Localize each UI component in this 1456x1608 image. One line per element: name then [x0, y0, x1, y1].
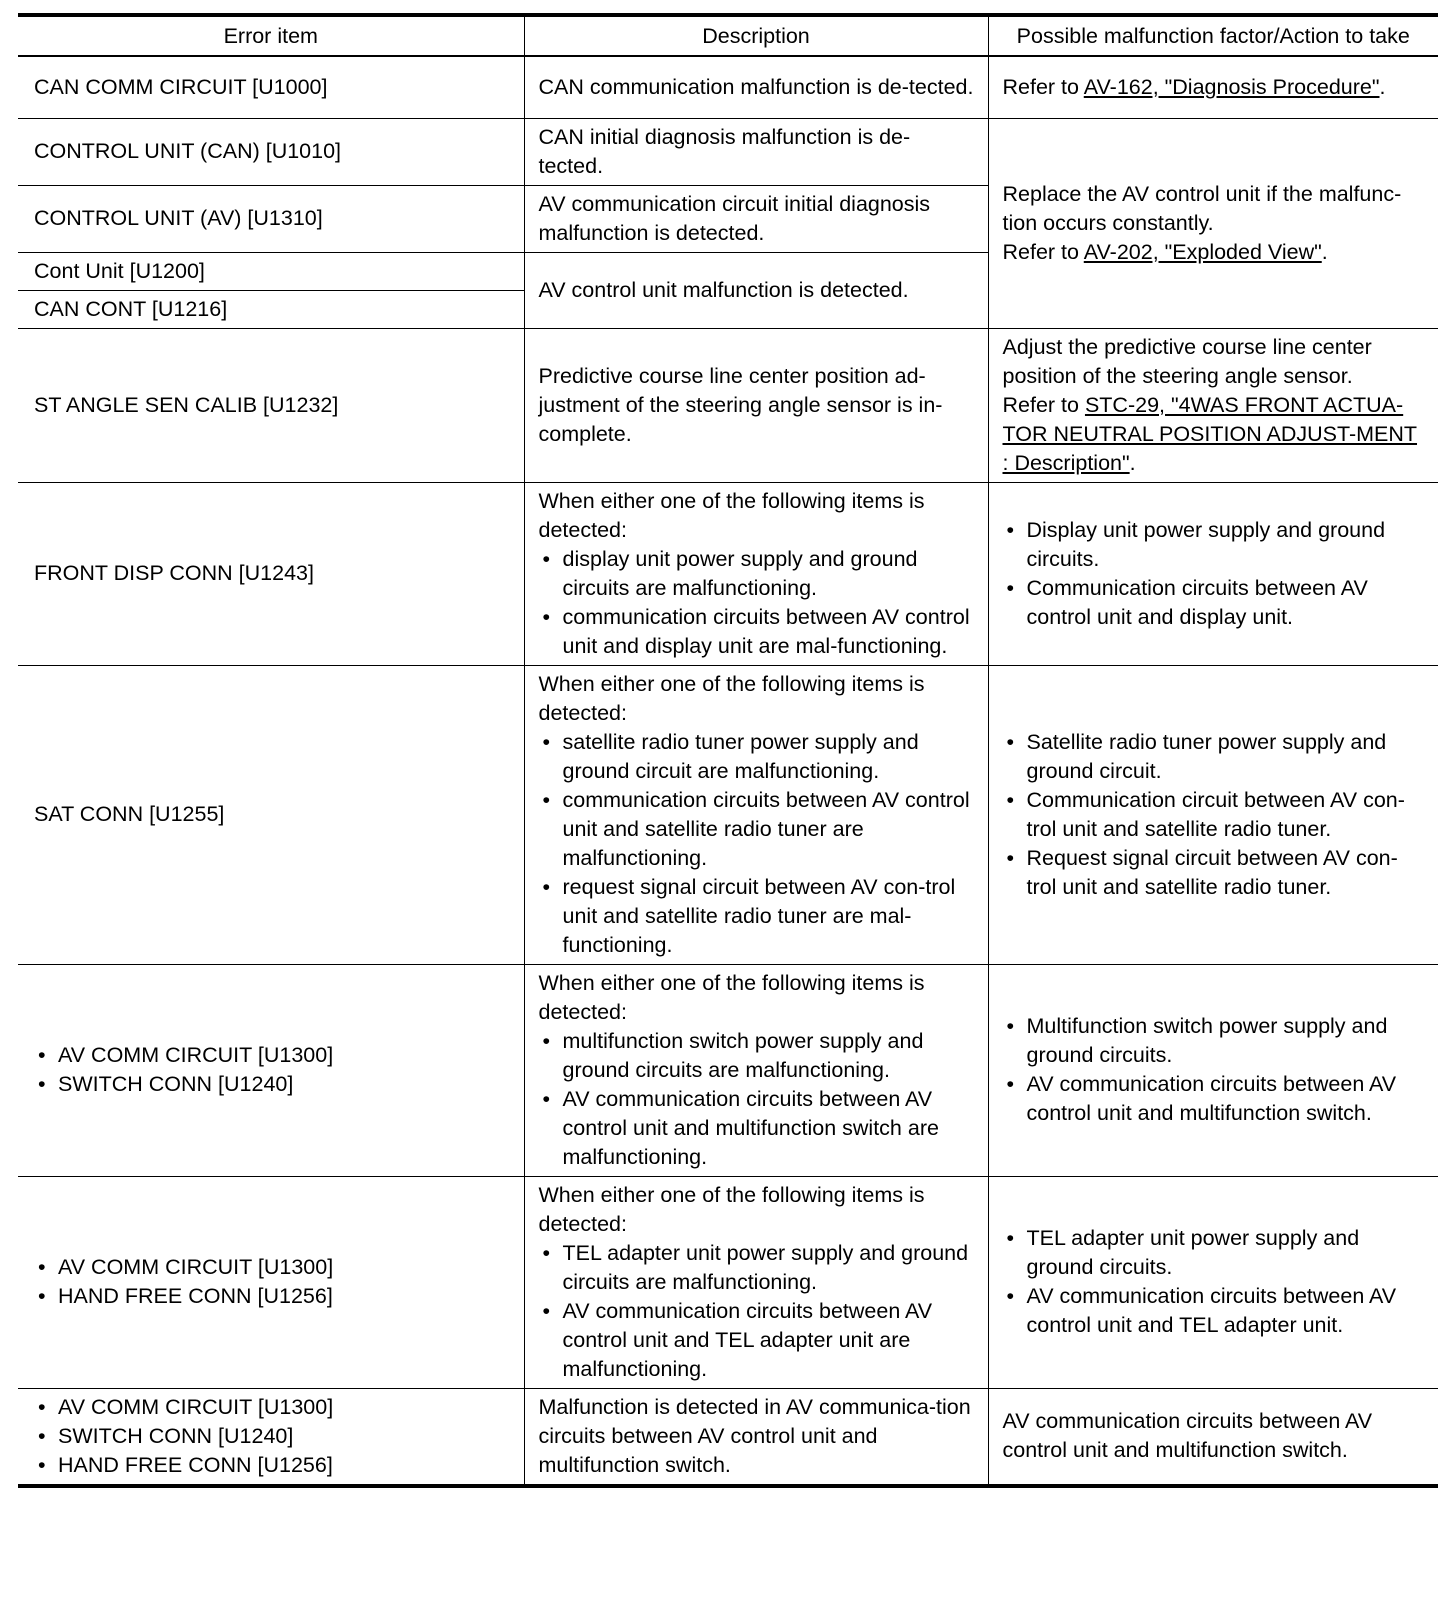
- action-text: Refer to: [1002, 392, 1085, 417]
- action-text: .: [1321, 239, 1328, 264]
- table-row: [18, 482, 1438, 665]
- action-text: Refer to: [1002, 74, 1084, 99]
- action-list: [1003, 1224, 1425, 1340]
- description-list: [539, 545, 974, 661]
- error-item-cell: FRONT DISP CONN [U1243]: [18, 482, 524, 665]
- list-item: • AV communication circuits between AV control unit and multifunction switch are malfunctioning.: [539, 1085, 974, 1172]
- error-item-cell: [18, 964, 524, 1176]
- error-item-cell: ST ANGLE SEN CALIB [U1232]: [18, 328, 524, 482]
- action-list: [1003, 728, 1425, 902]
- description-list: [539, 728, 974, 960]
- action-text: Refer to: [1002, 239, 1084, 264]
- error-item-cell: [18, 1176, 524, 1388]
- list-item: • TEL adapter unit power supply and ground circuits are malfunctioning.: [539, 1239, 974, 1297]
- header-row: [18, 15, 1438, 56]
- list-item: • AV communication circuits between AV control unit and TEL adapter unit.: [1003, 1282, 1425, 1340]
- reference-link[interactable]: AV-202, "Exploded View": [1083, 239, 1322, 264]
- list-item: • communication circuits between AV control unit and display unit are mal-functioning.: [539, 603, 974, 661]
- list-item: • Display unit power supply and ground circuits.: [1003, 516, 1425, 574]
- list-item: • AV COMM CIRCUIT [U1300]: [34, 1393, 510, 1422]
- error-item-cell: [18, 1388, 524, 1486]
- table-row: [18, 118, 1438, 185]
- action-cell: [988, 1176, 1438, 1388]
- description-cell: AV communication circuit initial diagnosis malfunction is detected.: [524, 185, 988, 252]
- list-item: • Communication circuit between AV con-trol unit and satellite radio tuner.: [1003, 786, 1425, 844]
- action-text: Adjust the predictive course line center position of the steering angle sensor.: [1002, 334, 1372, 388]
- description-cell: AV control unit malfunction is detected.: [524, 252, 988, 328]
- action-text: .: [1129, 450, 1136, 475]
- description-cell: CAN communication malfunction is de-tected.: [524, 56, 988, 118]
- description-list: [539, 1239, 974, 1384]
- list-item: • Request signal circuit between AV con-trol unit and satellite radio tuner.: [1003, 844, 1425, 902]
- error-item-cell: CONTROL UNIT (CAN) [U1010]: [18, 118, 524, 185]
- error-item-cell: CAN COMM CIRCUIT [U1000]: [18, 56, 524, 118]
- table-row: [18, 56, 1438, 118]
- description-cell: CAN initial diagnosis malfunction is de-tected.: [524, 118, 988, 185]
- action-cell: [988, 482, 1438, 665]
- list-item: • communication circuits between AV control unit and satellite radio tuner are malfunctioning.: [539, 786, 974, 873]
- list-item: • AV communication circuits between AV control unit and multifunction switch.: [1003, 1070, 1425, 1128]
- error-item-cell: Cont Unit [U1200]: [18, 252, 524, 290]
- description-cell: Predictive course line center position ad-justment of the steering angle sensor is in-complete.: [524, 328, 988, 482]
- list-item: • AV COMM CIRCUIT [U1300]: [34, 1041, 510, 1070]
- description-list: [539, 1027, 974, 1172]
- action-cell: [988, 964, 1438, 1176]
- action-text: .: [1379, 74, 1386, 99]
- list-item: • SWITCH CONN [U1240]: [34, 1422, 510, 1451]
- error-item-list: [34, 1041, 510, 1099]
- description-cell: [524, 964, 988, 1176]
- table-row: [18, 1176, 1438, 1388]
- action-cell: [988, 118, 1438, 328]
- description-cell: [524, 1176, 988, 1388]
- action-list: [1003, 1012, 1425, 1128]
- description-cell: [524, 665, 988, 964]
- list-item: • multifunction switch power supply and ground circuits are malfunctioning.: [539, 1027, 974, 1085]
- error-item-cell: CONTROL UNIT (AV) [U1310]: [18, 185, 524, 252]
- list-item: • Satellite radio tuner power supply and ground circuit.: [1003, 728, 1425, 786]
- list-item: • Multifunction switch power supply and ground circuits.: [1003, 1012, 1425, 1070]
- header-description: Description: [524, 15, 988, 56]
- list-item: • display unit power supply and ground circuits are malfunctioning.: [539, 545, 974, 603]
- table-row: [18, 964, 1438, 1176]
- action-cell: [988, 665, 1438, 964]
- list-item: • request signal circuit between AV con-trol unit and satellite radio tuner are mal-functioning.: [539, 873, 974, 960]
- action-list: [1003, 516, 1425, 632]
- error-item-cell: CAN CONT [U1216]: [18, 290, 524, 328]
- error-item-cell: SAT CONN [U1255]: [18, 665, 524, 964]
- reference-link[interactable]: STC-29, "4WAS FRONT ACTUA-TOR NEUTRAL POSITION ADJUST-MENT : Description": [1002, 392, 1418, 475]
- table-row: [18, 1388, 1438, 1486]
- description-intro: When either one of the following items is detected:: [538, 671, 925, 725]
- description-intro: When either one of the following items is detected:: [538, 488, 925, 542]
- list-item: • satellite radio tuner power supply and ground circuit are malfunctioning.: [539, 728, 974, 786]
- description-intro: When either one of the following items is detected:: [538, 1182, 925, 1236]
- table-row: [18, 328, 1438, 482]
- list-item: • AV communication circuits between AV control unit and TEL adapter unit are malfunctioning.: [539, 1297, 974, 1384]
- list-item: • Communication circuits between AV control unit and display unit.: [1003, 574, 1425, 632]
- description-cell: Malfunction is detected in AV communica-tion circuits between AV control unit and multifunction switch.: [524, 1388, 988, 1486]
- list-item: • SWITCH CONN [U1240]: [34, 1070, 510, 1099]
- action-cell: AV communication circuits between AV control unit and multifunction switch.: [988, 1388, 1438, 1486]
- description-cell: [524, 482, 988, 665]
- header-action: Possible malfunction factor/Action to take: [988, 15, 1438, 56]
- list-item: • AV COMM CIRCUIT [U1300]: [34, 1253, 510, 1282]
- reference-link[interactable]: AV-162, "Diagnosis Procedure": [1083, 74, 1380, 99]
- error-item-list: [34, 1253, 510, 1311]
- list-item: • TEL adapter unit power supply and ground circuits.: [1003, 1224, 1425, 1282]
- action-cell: [988, 56, 1438, 118]
- list-item: • HAND FREE CONN [U1256]: [34, 1282, 510, 1311]
- error-item-list: [34, 1393, 510, 1480]
- action-text: Replace the AV control unit if the malfunc-tion occurs constantly.: [1002, 181, 1402, 235]
- table-row: [18, 665, 1438, 964]
- action-cell: [988, 328, 1438, 482]
- description-intro: When either one of the following items is detected:: [538, 970, 925, 1024]
- diagnosis-table: [18, 13, 1438, 1488]
- header-error-item: Error item: [18, 15, 524, 56]
- list-item: • HAND FREE CONN [U1256]: [34, 1451, 510, 1480]
